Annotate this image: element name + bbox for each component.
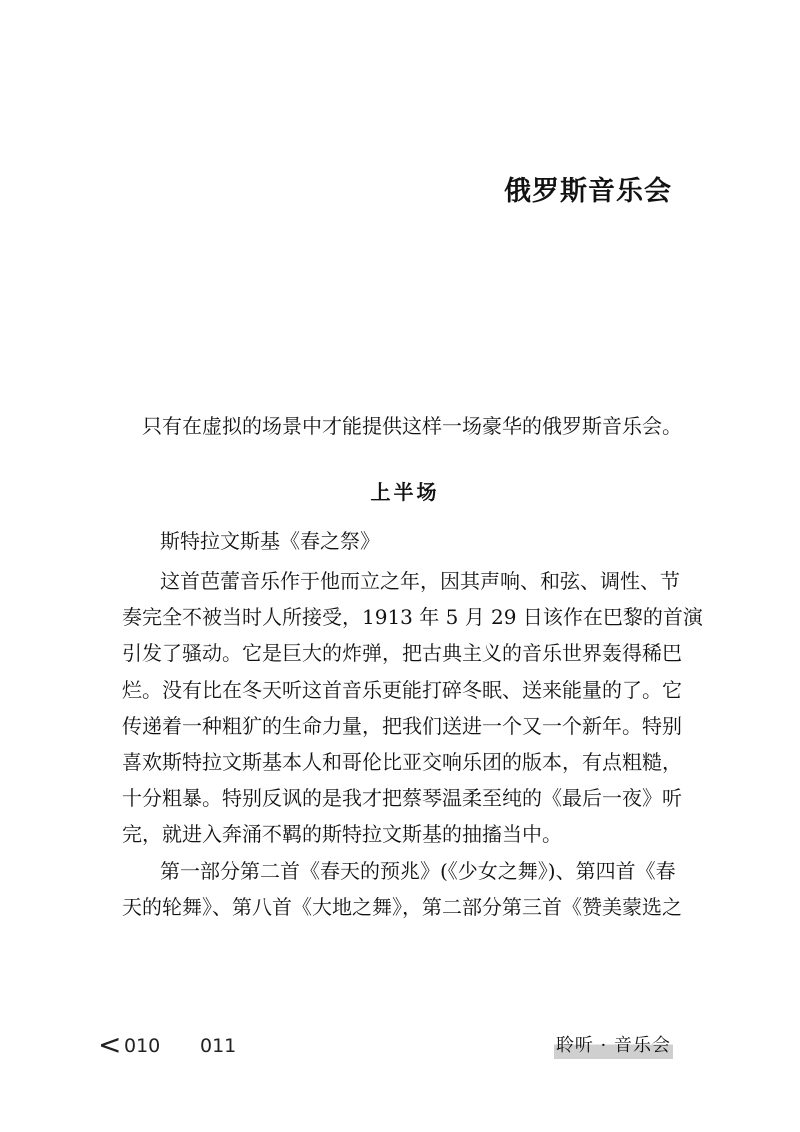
- section-heading: 上半场: [370, 480, 440, 504]
- body-line: 第一部分第二首《春天的预兆》(《少女之舞》)、第四首《春: [160, 858, 676, 883]
- chapter-title: 俄罗斯音乐会: [504, 176, 672, 207]
- intro-paragraph: 只有在虚拟的场景中才能提供这样一场豪华的俄罗斯音乐会。: [142, 414, 682, 438]
- body-line: 完，就进入奔涌不羁的斯特拉文斯基的抽搐当中。: [122, 822, 562, 847]
- body-line: 十分粗暴。特别反讽的是我才把蔡琴温柔至纯的《最后一夜》听: [122, 786, 682, 811]
- chevron-left-icon[interactable]: <: [98, 1028, 122, 1061]
- page-number-left: 010: [124, 1035, 161, 1057]
- body-line: 引发了骚动。它是巨大的炸弹，把古典主义的音乐世界轰得稀巴: [122, 641, 682, 666]
- body-line: 天的轮舞》、第八首《大地之舞》，第二部分第三首《赞美蒙选之: [122, 894, 682, 919]
- piece-title: 斯特拉文斯基《春之祭》: [160, 529, 380, 553]
- page-footer: [0, 1030, 800, 1064]
- body-line: 奏完全不被当时人所接受，1913 年 5 月 29 日该作在巴黎的首演: [122, 605, 703, 630]
- body-text: [122, 563, 703, 925]
- body-line: 烂。没有比在冬天听这首音乐更能打碎冬眠、送来能量的了。它: [122, 677, 682, 702]
- body-line: 这首芭蕾音乐作于他而立之年，因其声响、和弦、调性、节: [160, 569, 680, 593]
- book-section-label: 聆听 · 音乐会: [554, 1033, 673, 1059]
- body-line: 喜欢斯特拉文斯基本人和哥伦比亚交响乐团的版本，有点粗糙，: [122, 749, 682, 774]
- page-number-right: 011: [200, 1035, 237, 1057]
- body-line: 传递着一种粗犷的生命力量，把我们送进一个又一个新年。特别: [122, 713, 682, 738]
